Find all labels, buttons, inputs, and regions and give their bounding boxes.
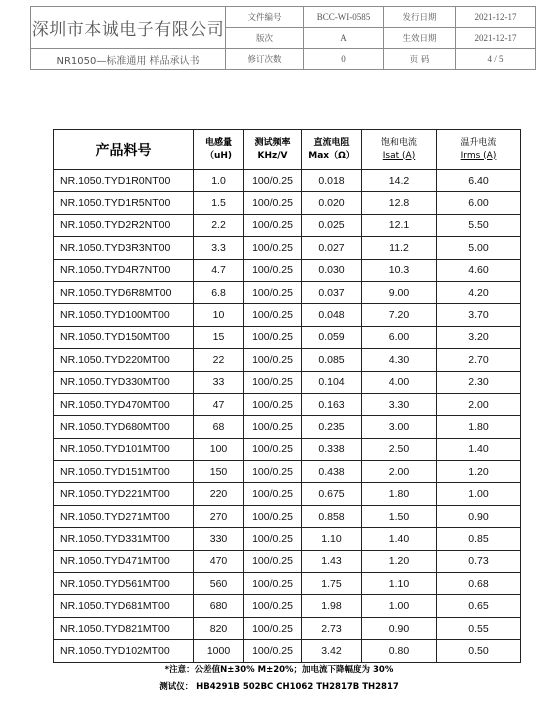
part-number-cell: NR.1050.TYD221MT00 [54, 483, 194, 505]
isat-cell: 1.20 [362, 550, 437, 572]
isat-cell: 12.1 [362, 214, 437, 236]
dcr-cell: 1.43 [302, 550, 362, 572]
col-saturation-current-line2: Isat (A) [382, 150, 416, 161]
irms-cell: 1.20 [437, 461, 521, 483]
dcr-cell: 1.75 [302, 573, 362, 595]
inductance-cell: 68 [194, 416, 244, 438]
test-frequency-cell: 100/0.25 [244, 550, 302, 572]
isat-cell: 12.8 [362, 192, 437, 214]
table-row [54, 483, 521, 505]
dcr-cell: 0.025 [302, 214, 362, 236]
doc-no-label: 文件编号 [226, 7, 304, 28]
dcr-cell: 0.163 [302, 393, 362, 415]
irms-cell: 6.00 [437, 192, 521, 214]
part-number-cell: NR.1050.TYD681MT00 [54, 595, 194, 617]
irms-cell: 2.00 [437, 393, 521, 415]
isat-cell: 0.90 [362, 617, 437, 639]
isat-cell: 1.10 [362, 573, 437, 595]
part-number-cell: NR.1050.TYD6R8MT00 [54, 281, 194, 303]
dcr-cell: 0.030 [302, 259, 362, 281]
irms-cell: 0.65 [437, 595, 521, 617]
dcr-cell: 1.10 [302, 528, 362, 550]
dcr-cell: 0.018 [302, 170, 362, 192]
part-number-cell: NR.1050.TYD470MT00 [54, 393, 194, 415]
isat-cell: 1.00 [362, 595, 437, 617]
test-frequency-cell: 100/0.25 [244, 170, 302, 192]
effective-date-value: 2021-12-17 [456, 28, 536, 49]
doc-no-value: BCC-WI-0585 [304, 7, 384, 28]
irms-cell: 0.68 [437, 573, 521, 595]
dcr-cell: 0.020 [302, 192, 362, 214]
inductance-cell: 1.0 [194, 170, 244, 192]
test-instruments-note: 测试仪： HB4291B 502BC CH1062 TH2817B TH2817 [159, 682, 399, 692]
part-number-cell: NR.1050.TYD102MT00 [54, 640, 194, 662]
isat-cell: 2.00 [362, 461, 437, 483]
irms-cell: 5.00 [437, 237, 521, 259]
dcr-cell: 0.858 [302, 505, 362, 527]
irms-cell: 4.60 [437, 259, 521, 281]
inductance-cell: 22 [194, 349, 244, 371]
part-number-cell: NR.1050.TYD2R2NT00 [54, 214, 194, 236]
col-test-frequency-line2: KHz/V [257, 150, 288, 161]
inductance-cell: 100 [194, 438, 244, 460]
inductance-cell: 1.5 [194, 192, 244, 214]
test-frequency-cell: 100/0.25 [244, 281, 302, 303]
dcr-cell: 0.048 [302, 304, 362, 326]
isat-cell: 14.2 [362, 170, 437, 192]
test-frequency-cell: 100/0.25 [244, 326, 302, 348]
part-number-cell: NR.1050.TYD1R5NT00 [54, 192, 194, 214]
col-rms-current-line2: Irms (A) [460, 150, 497, 161]
irms-cell: 2.70 [437, 349, 521, 371]
isat-cell: 3.30 [362, 393, 437, 415]
page-number: 4 / 5 [456, 49, 536, 70]
table-row [54, 573, 521, 595]
dcr-cell: 2.73 [302, 617, 362, 639]
spec-table-header [54, 130, 521, 170]
col-rms-current-line1: 温升电流 [460, 137, 497, 148]
part-number-cell: NR.1050.TYD1R0NT00 [54, 170, 194, 192]
inductance-cell: 470 [194, 550, 244, 572]
test-frequency-cell: 100/0.25 [244, 416, 302, 438]
col-dcr-line2: Max（Ω） [308, 150, 355, 161]
inductance-cell: 3.3 [194, 237, 244, 259]
isat-cell: 10.3 [362, 259, 437, 281]
dcr-cell: 0.027 [302, 237, 362, 259]
isat-cell: 1.40 [362, 528, 437, 550]
version-label: 版次 [226, 28, 304, 49]
isat-cell: 0.80 [362, 640, 437, 662]
table-row [54, 304, 521, 326]
table-row [54, 461, 521, 483]
dcr-cell: 0.338 [302, 438, 362, 460]
inductance-cell: 220 [194, 483, 244, 505]
irms-cell: 4.20 [437, 281, 521, 303]
inductance-cell: 6.8 [194, 281, 244, 303]
table-row [54, 214, 521, 236]
test-frequency-cell: 100/0.25 [244, 214, 302, 236]
test-frequency-cell: 100/0.25 [244, 640, 302, 662]
isat-cell: 9.00 [362, 281, 437, 303]
col-inductance-line1: 电感量 [204, 137, 232, 148]
irms-cell: 0.55 [437, 617, 521, 639]
part-number-cell: NR.1050.TYD101MT00 [54, 438, 194, 460]
spec-table-body [54, 170, 521, 663]
test-frequency-cell: 100/0.25 [244, 304, 302, 326]
inductance-cell: 150 [194, 461, 244, 483]
company-name: 深圳市本诚电子有限公司 [31, 7, 226, 49]
isat-cell: 3.00 [362, 416, 437, 438]
tolerance-note: *注意：公差值N±30% M±20%；加电流下降幅度为 30% [164, 665, 394, 675]
table-row [54, 281, 521, 303]
part-number-cell: NR.1050.TYD471MT00 [54, 550, 194, 572]
dcr-cell: 0.104 [302, 371, 362, 393]
inductance-cell: 4.7 [194, 259, 244, 281]
table-row [54, 416, 521, 438]
col-test-frequency-line1: 测试频率 [254, 137, 291, 148]
issue-date-value: 2021-12-17 [456, 7, 536, 28]
document-header [30, 6, 536, 70]
inductance-cell: 330 [194, 528, 244, 550]
test-frequency-cell: 100/0.25 [244, 617, 302, 639]
inductance-cell: 2.2 [194, 214, 244, 236]
part-number-cell: NR.1050.TYD330MT00 [54, 371, 194, 393]
col-saturation-current [362, 130, 437, 170]
test-frequency-cell: 100/0.25 [244, 393, 302, 415]
irms-cell: 5.50 [437, 214, 521, 236]
table-row [54, 371, 521, 393]
irms-cell: 6.40 [437, 170, 521, 192]
part-number-cell: NR.1050.TYD150MT00 [54, 326, 194, 348]
irms-cell: 2.30 [437, 371, 521, 393]
inductance-cell: 680 [194, 595, 244, 617]
col-dcr [302, 130, 362, 170]
table-row [54, 505, 521, 527]
table-row [54, 349, 521, 371]
table-row [54, 528, 521, 550]
col-dcr-line1: 直流电阻 [313, 137, 350, 148]
table-row [54, 640, 521, 662]
irms-cell: 1.00 [437, 483, 521, 505]
irms-cell: 0.85 [437, 528, 521, 550]
dcr-cell: 1.98 [302, 595, 362, 617]
isat-cell: 6.00 [362, 326, 437, 348]
col-part-number: 产品料号 [54, 130, 194, 170]
irms-cell: 0.73 [437, 550, 521, 572]
table-row [54, 595, 521, 617]
irms-cell: 3.70 [437, 304, 521, 326]
test-frequency-cell: 100/0.25 [244, 371, 302, 393]
table-row [54, 326, 521, 348]
test-frequency-cell: 100/0.25 [244, 505, 302, 527]
test-frequency-cell: 100/0.25 [244, 237, 302, 259]
isat-cell: 11.2 [362, 237, 437, 259]
irms-cell: 3.20 [437, 326, 521, 348]
part-number-cell: NR.1050.TYD331MT00 [54, 528, 194, 550]
test-frequency-cell: 100/0.25 [244, 528, 302, 550]
irms-cell: 0.50 [437, 640, 521, 662]
table-row [54, 438, 521, 460]
part-number-cell: NR.1050.TYD561MT00 [54, 573, 194, 595]
dcr-cell: 0.059 [302, 326, 362, 348]
col-saturation-current-line1: 饱和电流 [380, 137, 417, 148]
table-row [54, 192, 521, 214]
inductance-cell: 33 [194, 371, 244, 393]
isat-cell: 1.80 [362, 483, 437, 505]
irms-cell: 1.80 [437, 416, 521, 438]
table-row [54, 617, 521, 639]
isat-cell: 1.50 [362, 505, 437, 527]
isat-cell: 2.50 [362, 438, 437, 460]
test-frequency-cell: 100/0.25 [244, 438, 302, 460]
irms-cell: 1.40 [437, 438, 521, 460]
inductance-cell: 47 [194, 393, 244, 415]
col-inductance-line2: （uH) [204, 150, 233, 161]
revision-label: 修订次数 [226, 49, 304, 70]
table-row [54, 259, 521, 281]
page-label: 页 码 [384, 49, 456, 70]
part-number-cell: NR.1050.TYD220MT00 [54, 349, 194, 371]
test-frequency-cell: 100/0.25 [244, 483, 302, 505]
issue-date-label: 发行日期 [384, 7, 456, 28]
inductance-cell: 15 [194, 326, 244, 348]
dcr-cell: 0.438 [302, 461, 362, 483]
dcr-cell: 0.085 [302, 349, 362, 371]
test-frequency-cell: 100/0.25 [244, 461, 302, 483]
dcr-cell: 0.037 [302, 281, 362, 303]
table-row [54, 550, 521, 572]
inductance-cell: 270 [194, 505, 244, 527]
isat-cell: 4.00 [362, 371, 437, 393]
inductance-cell: 560 [194, 573, 244, 595]
test-frequency-cell: 100/0.25 [244, 259, 302, 281]
col-test-frequency [244, 130, 302, 170]
dcr-cell: 0.235 [302, 416, 362, 438]
test-frequency-cell: 100/0.25 [244, 595, 302, 617]
inductance-cell: 10 [194, 304, 244, 326]
inductance-cell: 1000 [194, 640, 244, 662]
part-number-cell: NR.1050.TYD680MT00 [54, 416, 194, 438]
dcr-cell: 3.42 [302, 640, 362, 662]
isat-cell: 4.30 [362, 349, 437, 371]
irms-cell: 0.90 [437, 505, 521, 527]
part-number-cell: NR.1050.TYD3R3NT00 [54, 237, 194, 259]
isat-cell: 7.20 [362, 304, 437, 326]
test-frequency-cell: 100/0.25 [244, 192, 302, 214]
inductance-cell: 820 [194, 617, 244, 639]
version-value: A [304, 28, 384, 49]
table-row [54, 170, 521, 192]
col-rms-current [437, 130, 521, 170]
effective-date-label: 生效日期 [384, 28, 456, 49]
col-inductance [194, 130, 244, 170]
table-row [54, 237, 521, 259]
part-number-cell: NR.1050.TYD151MT00 [54, 461, 194, 483]
part-number-cell: NR.1050.TYD4R7NT00 [54, 259, 194, 281]
spec-table [53, 129, 521, 663]
part-number-cell: NR.1050.TYD271MT00 [54, 505, 194, 527]
document-subtitle: NR1050—标准通用 样品承认书 [31, 49, 226, 70]
test-frequency-cell: 100/0.25 [244, 573, 302, 595]
part-number-cell: NR.1050.TYD821MT00 [54, 617, 194, 639]
dcr-cell: 0.675 [302, 483, 362, 505]
test-frequency-cell: 100/0.25 [244, 349, 302, 371]
revision-value: 0 [304, 49, 384, 70]
part-number-cell: NR.1050.TYD100MT00 [54, 304, 194, 326]
table-row [54, 393, 521, 415]
